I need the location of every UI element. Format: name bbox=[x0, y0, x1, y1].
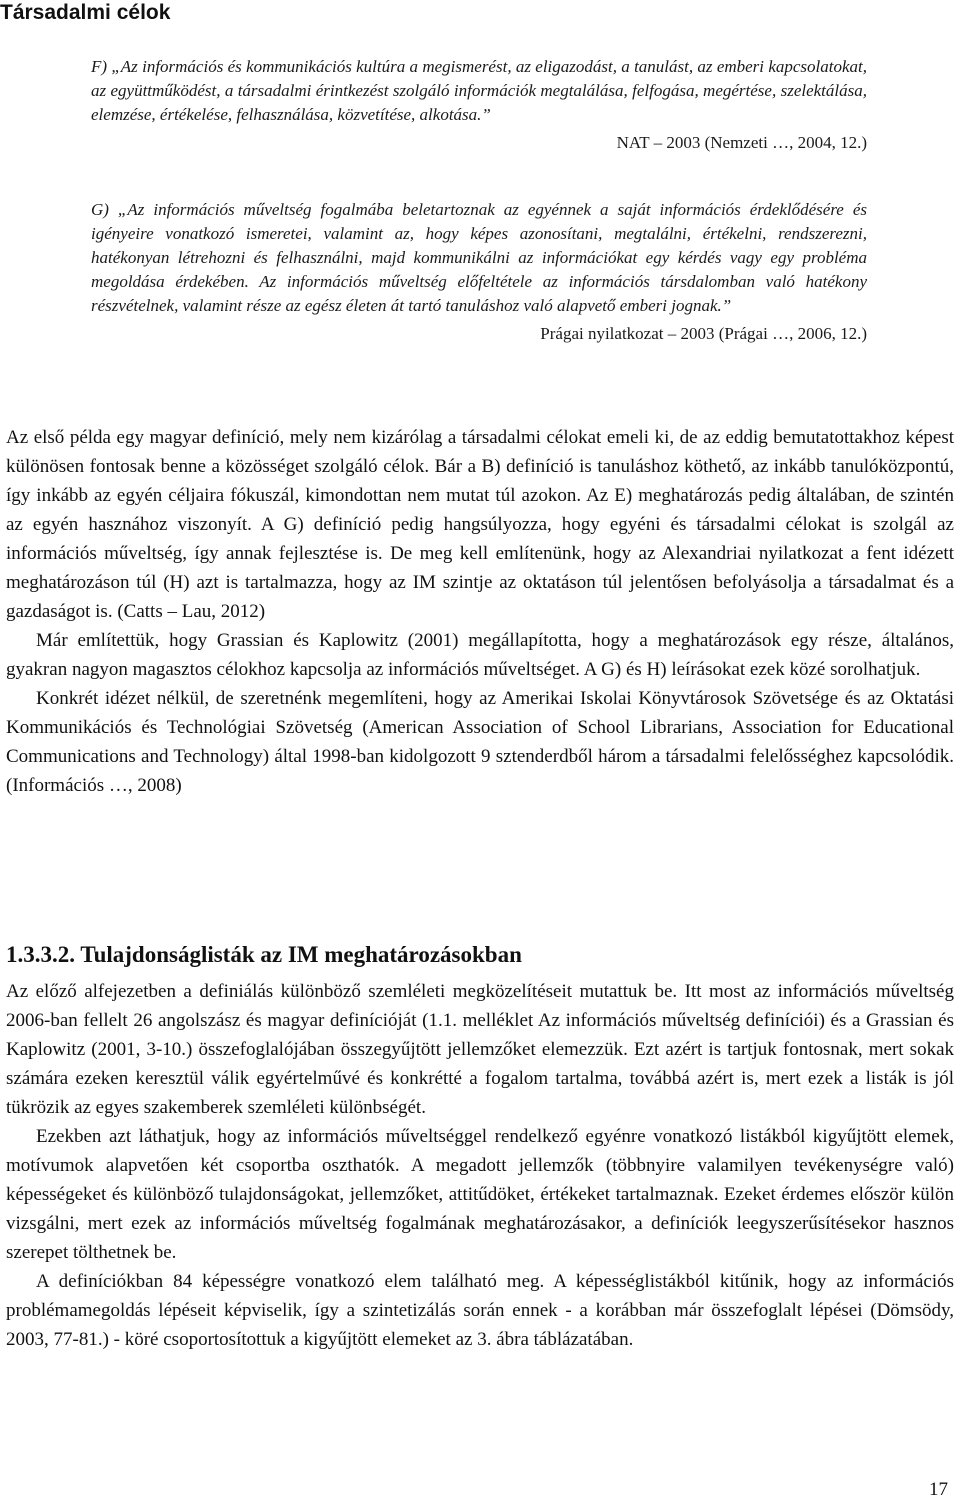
quote-f bbox=[91, 55, 867, 155]
body-paragraph: Konkrét idézet nélkül, de szeretnénk megemlíteni, hogy az Amerikai Iskolai Könyvtárosok Szövetsége és az Oktatási Kommunikációs és Technológiai Szövetség (American Association of School Librarians, Association for Educational Communications and Technology) által 1998-ban kidolgozott 9 sztenderdből három a társadalmi felelősséghez kapcsolódik. (Információs …, 2008) bbox=[6, 688, 954, 796]
section-heading: 1.3.3.2. Tulajdonságlisták az IM meghatározásokban bbox=[6, 942, 522, 967]
quote-g bbox=[91, 198, 867, 346]
top-heading: Társadalmi célok bbox=[0, 1, 171, 24]
quote-f-text: F) „Az információs és kommunikációs kultúra a megismerést, az eligazodást, a tanulást, az emberi kapcsolatokat, az együttműködést, a társadalmi érintkezést szolgáló információk megtalálása, felfogása, megértése, szelektálása, elemzése, értékelése, felhasználása, közvetítése, alkotása.” bbox=[91, 57, 867, 124]
body-section-1 bbox=[6, 423, 954, 800]
body-paragraph: A definíciókban 84 képességre vonatkozó elem található meg. A képességlistákból kitűnik, hogy az információs problémamegoldás lépéseit képviselik, így a szintetizálás során ennek - a korábban már összefoglalt lépései (Dömsödy, 2003, 77-81.) - köré csoportosítottuk a kigyűjtött elemeket az 3. ábra táblázatában. bbox=[6, 1271, 954, 1350]
body-paragraph: Már említettük, hogy Grassian és Kaplowitz (2001) megállapította, hogy a meghatározások egy része, általános, gyakran nagyon magasztos célokhoz kapcsolja az információs műveltséget. A G) és H) leírásokat ezek közé sorolhatjuk. bbox=[6, 630, 954, 680]
body-paragraph: Ezekben azt láthatjuk, hogy az információs műveltséggel rendelkező egyénre vonatkozó listákból kigyűjtött elemek, motívumok alapvetően két csoportba oszthatók. A megadott jellemzők (többnyire valamilyen tevékenységre való) képességeket és különböző tulajdonságokat, jellemzőket, attitűdöket, értékeket tartalmaznak. Ezeket érdemes először külön vizsgálni, mert ezek az információs műveltség fogalmának meghatározásakor, a definíciók leegyszerűsítésekor hasznos szerepet tölthetnek be. bbox=[6, 1126, 954, 1263]
body-section-2 bbox=[6, 977, 954, 1354]
quote-g-citation: Prágai nyilatkozat – 2003 (Prágai …, 2006, 12.) bbox=[540, 324, 867, 343]
body-paragraph: Az első példa egy magyar definíció, mely nem kizárólag a társadalmi célokat emeli ki, de az eddig bemutatottakhoz képest különösen fontosak benne a közösséget szolgáló célok. Bár a B) definíció is tanuláshoz köthető, az inkább tanulóközpontú, így inkább az egyén céljaira fókuszál, kimondottan nem mutat túl azokon. Az E) meghatározás pedig általában, de szintén az egyén hasznához viszonyít. A G) definíció pedig hangsúlyozza, hogy egyéni és társadalmi célokat is szolgál az információs műveltség, így annak fejlesztése is. De meg kell említenünk, hogy az Alexandriai nyilatkozat a fent idézett meghatározáson túl (H) azt is tartalmazza, hogy az IM szintje az oktatáson túl jelentősen befolyásolja a társadalmat és a gazdaságot is. (Catts – Lau, 2012) bbox=[6, 427, 954, 622]
quote-f-citation: NAT – 2003 (Nemzeti …, 2004, 12.) bbox=[616, 133, 867, 152]
quote-g-text: G) „Az információs műveltség fogalmába beletartoznak az egyénnek a saját információs érdeklődésére és igényeire vonatkozó ismeretei, valamint az, hogy képes azonosítani, megtalálni, értékelni, rendszerezni, hatékonyan létrehozni és felhasználni, majd kommunikálni az információkat egy kérdés vagy egy probléma megoldása érdekében. Az információs műveltség előfeltétele az információs társdalomban való hatékony részvételnek, valamint része az egész életen át tartó tanuláshoz való alapvető emberi jognak.” bbox=[91, 200, 867, 315]
body-paragraph: Az előző alfejezetben a definiálás különböző szemléleti megközelítéseit mutattuk be. Itt most az információs műveltség 2006-ban fellelt 26 angolszász és magyar definícióját (1.1. melléklet Az információs műveltség definíciói) és a Grassian és Kaplowitz (2001, 3-10.) összefoglalójában összegyűjtött jellemzőket elemezzük. Ezt azért is tartjuk fontosnak, mert sokak számára ezeken keresztül válik egyértelművé és konkrétté a fogalom tartalma, továbbá azért is, mert ezek a listák is jól tükrözik az egyes szakemberek szemléleti különbségét. bbox=[6, 981, 954, 1118]
page-number: 17 bbox=[929, 1479, 948, 1500]
